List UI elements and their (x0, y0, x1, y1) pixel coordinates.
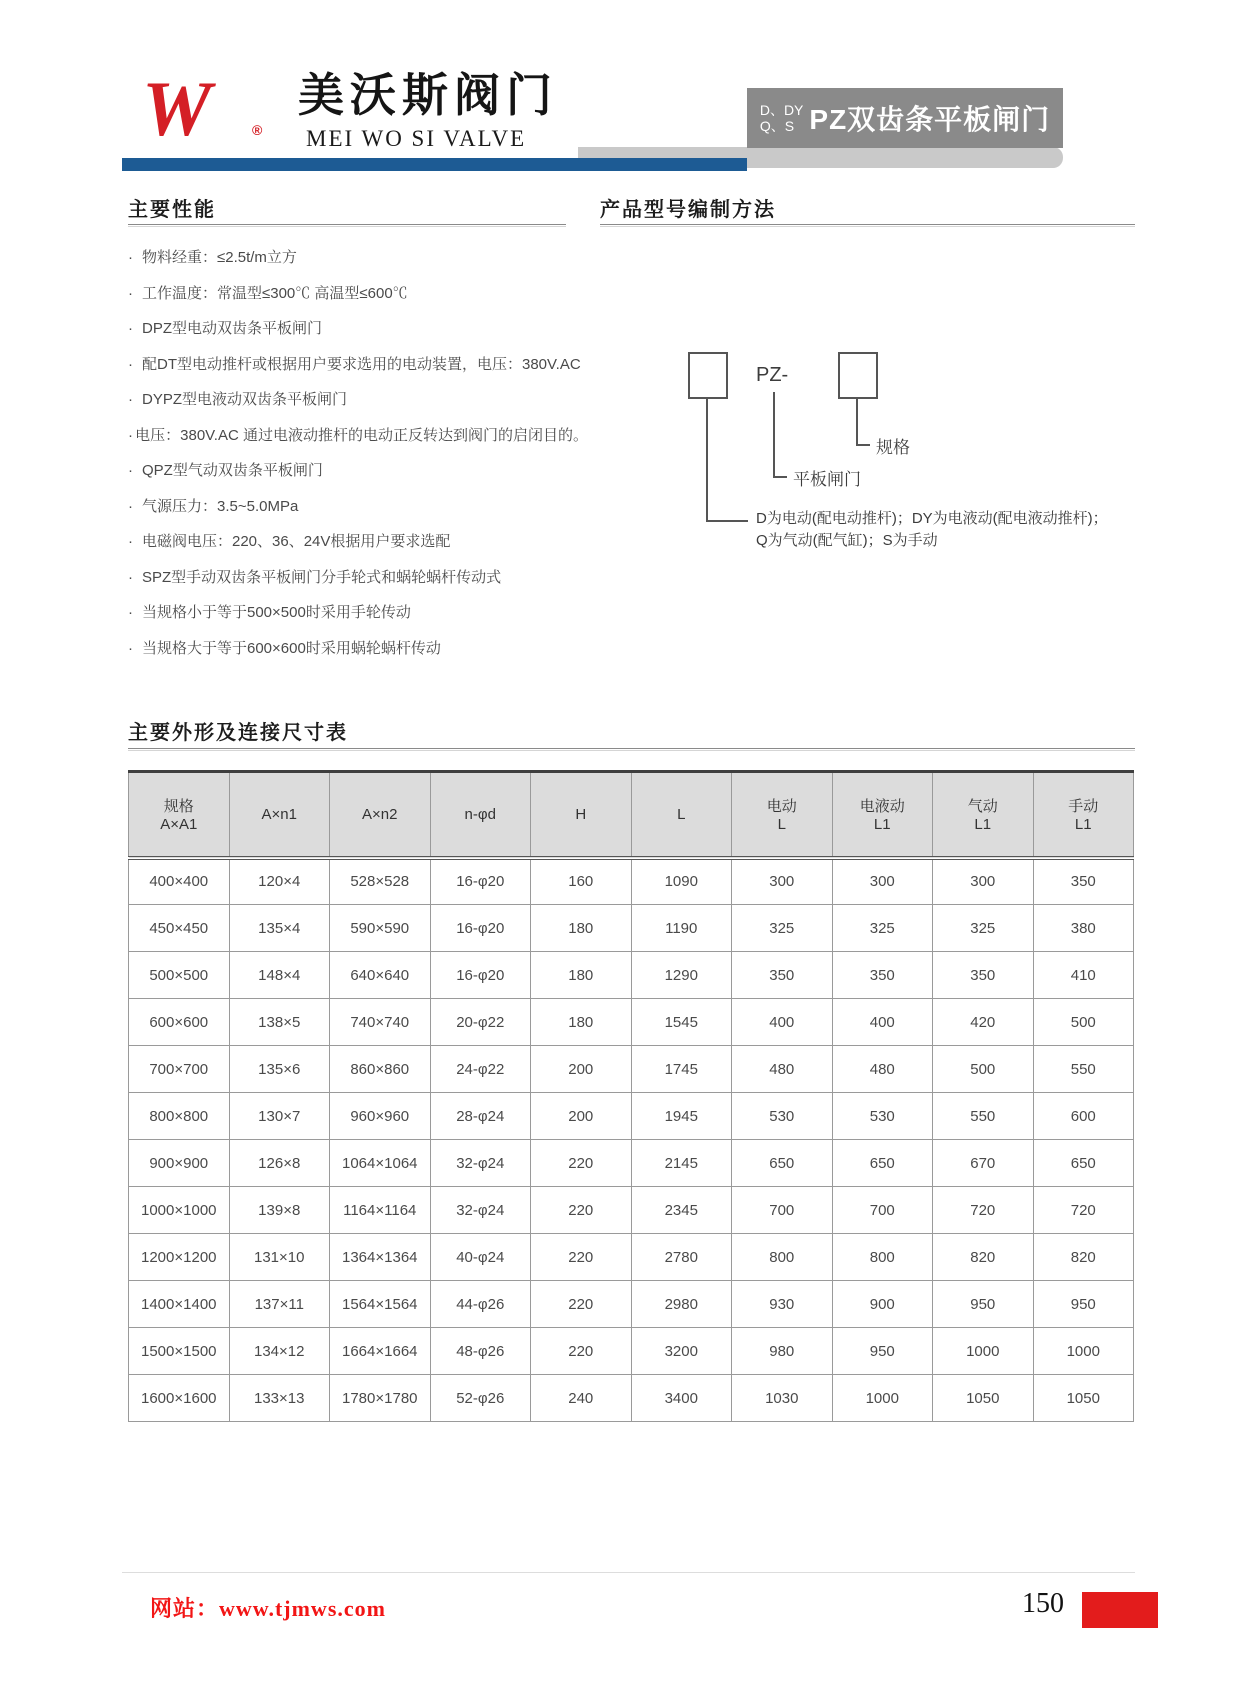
dimension-table-container (128, 770, 1134, 1422)
table-cell: 160 (531, 858, 632, 905)
table-cell: 32-φ24 (430, 1140, 531, 1187)
table-cell: 930 (732, 1281, 833, 1328)
table-cell: 530 (732, 1093, 833, 1140)
table-cell: 148×4 (229, 952, 330, 999)
table-cell: 650 (1033, 1140, 1134, 1187)
table-cell: 1190 (631, 905, 732, 952)
performance-item (128, 276, 588, 312)
table-body (129, 858, 1134, 1422)
table-cell: 220 (531, 1234, 632, 1281)
bullet-dot: · (128, 533, 133, 550)
table-cell: 650 (832, 1140, 933, 1187)
model-method-heading: 产品型号编制方法 (600, 199, 776, 221)
table-cell: 1200×1200 (129, 1234, 230, 1281)
table-cell: 1545 (631, 999, 732, 1046)
table-column-header: 电液动 L1 (832, 772, 933, 858)
table-cell: 980 (732, 1328, 833, 1375)
table-cell: 700 (832, 1187, 933, 1234)
table-cell: 135×6 (229, 1046, 330, 1093)
performance-item (128, 631, 588, 667)
table-cell: 550 (1033, 1046, 1134, 1093)
table-cell: 300 (732, 858, 833, 905)
performance-item (128, 453, 588, 489)
table-cell: 220 (531, 1281, 632, 1328)
table-cell: 134×12 (229, 1328, 330, 1375)
table-cell: 1364×1364 (330, 1234, 431, 1281)
performance-item-text: 工作温度：常温型≤300℃ 高温型≤600℃ (142, 284, 408, 302)
table-cell: 350 (1033, 858, 1134, 905)
table-cell: 1000 (832, 1375, 933, 1422)
table-cell: 400×400 (129, 858, 230, 905)
table-cell: 800 (832, 1234, 933, 1281)
table-row (129, 858, 1134, 905)
spec-leader-hline (856, 444, 870, 446)
bullet-dot: · (128, 568, 133, 586)
table-cell: 1000×1000 (129, 1187, 230, 1234)
table-cell: 325 (832, 905, 933, 952)
table-cell: 380 (1033, 905, 1134, 952)
table-cell: 48-φ26 (430, 1328, 531, 1375)
table-cell: 180 (531, 952, 632, 999)
page-number: 150 (1022, 1588, 1064, 1619)
performance-item (128, 595, 588, 631)
table-cell: 139×8 (229, 1187, 330, 1234)
company-name-chinese: 美沃斯阀门 (298, 70, 558, 121)
company-name-english: MEI WO SI VALVE (306, 126, 527, 151)
table-cell: 130×7 (229, 1093, 330, 1140)
performance-item-text: 配DT型电动推杆或根据用户要求选用的电动装置，电压：380V.AC (142, 355, 581, 373)
table-column-header: L (631, 772, 732, 858)
table-column-header: n-φd (430, 772, 531, 858)
table-cell: 3400 (631, 1375, 732, 1422)
table-head (129, 772, 1134, 858)
table-cell: 325 (732, 905, 833, 952)
table-cell: 1050 (933, 1375, 1034, 1422)
table-cell: 44-φ26 (430, 1281, 531, 1328)
table-cell: 1780×1780 (330, 1375, 431, 1422)
table-row (129, 1046, 1134, 1093)
performance-item (128, 560, 588, 596)
bullet-dot: · (128, 462, 133, 479)
performance-item (128, 382, 588, 418)
table-cell: 40-φ24 (430, 1234, 531, 1281)
table-row (129, 1234, 1134, 1281)
table-cell: 670 (933, 1140, 1034, 1187)
table-cell: 1400×1400 (129, 1281, 230, 1328)
table-cell: 1164×1164 (330, 1187, 431, 1234)
table-cell: 3200 (631, 1328, 732, 1375)
model-code-box-drive (688, 352, 728, 399)
table-cell: 180 (531, 999, 632, 1046)
table-cell: 1745 (631, 1046, 732, 1093)
table-cell: 32-φ24 (430, 1187, 531, 1234)
performance-item-text: 物料经重：≤2.5t/m立方 (142, 249, 297, 266)
table-cell: 126×8 (229, 1140, 330, 1187)
performance-item-text: DPZ型电动双齿条平板闸门 (142, 320, 323, 337)
performance-item-text: DYPZ型电液动双齿条平板闸门 (142, 391, 348, 408)
performance-item-text: 电压：380V.AC 通过电液动推杆的电动正反转达到阀门的启闭目的。 (135, 426, 588, 444)
model-method-heading-rule (600, 224, 1135, 227)
performance-item-text: 气源压力：3.5~5.0MPa (142, 497, 299, 515)
table-row (129, 1375, 1134, 1422)
gate-leader-vline (773, 392, 775, 478)
table-cell: 528×528 (330, 858, 431, 905)
drive-note-line2: Q为气动(配气缸)；S为手动 (756, 532, 938, 549)
table-cell: 720 (933, 1187, 1034, 1234)
performance-item-text: SPZ型手动双齿条平板闸门分手轮式和蜗轮蜗杆传动式 (142, 568, 502, 586)
table-cell: 350 (732, 952, 833, 999)
type-codes-line1: D、DY (759, 102, 804, 118)
table-row (129, 952, 1134, 999)
page-number-red-block (1082, 1592, 1158, 1628)
model-code-box-spec (838, 352, 878, 399)
table-cell: 2345 (631, 1187, 732, 1234)
gate-leader-hline (773, 476, 787, 478)
table-cell: 20-φ22 (430, 999, 531, 1046)
table-cell: 28-φ24 (430, 1093, 531, 1140)
table-cell: 2780 (631, 1234, 732, 1281)
table-cell: 820 (1033, 1234, 1134, 1281)
table-cell: 1000 (1033, 1328, 1134, 1375)
table-cell: 860×860 (330, 1046, 431, 1093)
table-column-header: A×n1 (229, 772, 330, 858)
bullet-dot: · (128, 497, 133, 515)
table-cell: 600×600 (129, 999, 230, 1046)
table-header-row (129, 772, 1134, 858)
table-cell: 480 (832, 1046, 933, 1093)
table-cell: 16-φ20 (430, 858, 531, 905)
table-cell: 800×800 (129, 1093, 230, 1140)
table-cell: 590×590 (330, 905, 431, 952)
bullet-dot: · (128, 426, 133, 444)
performance-heading: 主要性能 (128, 199, 216, 221)
performance-item-text: QPZ型气动双齿条平板闸门 (142, 462, 323, 479)
table-cell: 960×960 (330, 1093, 431, 1140)
performance-item (128, 347, 588, 383)
table-cell: 2145 (631, 1140, 732, 1187)
table-cell: 720 (1033, 1187, 1134, 1234)
footer-rule (122, 1572, 1135, 1573)
table-cell: 1600×1600 (129, 1375, 230, 1422)
table-cell: 480 (732, 1046, 833, 1093)
table-cell: 16-φ20 (430, 905, 531, 952)
table-cell: 550 (933, 1093, 1034, 1140)
table-cell: 1064×1064 (330, 1140, 431, 1187)
table-cell: 131×10 (229, 1234, 330, 1281)
table-cell: 16-φ20 (430, 952, 531, 999)
performance-item-text: 电磁阀电压：220、36、24V根据用户要求选配 (142, 533, 451, 550)
table-row (129, 1093, 1134, 1140)
performance-heading-rule (128, 224, 566, 227)
table-cell: 300 (933, 858, 1034, 905)
table-cell: 950 (832, 1328, 933, 1375)
table-cell: 410 (1033, 952, 1134, 999)
table-cell: 700 (732, 1187, 833, 1234)
table-cell: 740×740 (330, 999, 431, 1046)
table-cell: 180 (531, 905, 632, 952)
table-row (129, 905, 1134, 952)
table-cell: 900×900 (129, 1140, 230, 1187)
model-pz-label: PZ- (756, 364, 789, 386)
table-cell: 200 (531, 1093, 632, 1140)
bullet-dot: · (128, 604, 133, 621)
table-cell: 138×5 (229, 999, 330, 1046)
performance-item (128, 418, 588, 454)
table-cell: 700×700 (129, 1046, 230, 1093)
table-cell: 350 (933, 952, 1034, 999)
table-column-header: 气动 L1 (933, 772, 1034, 858)
bullet-dot: · (128, 284, 133, 302)
drive-note-line1: D为电动(配电动推杆)；DY为电液动(配电液动推杆)； (756, 510, 1108, 527)
table-cell: 1030 (732, 1375, 833, 1422)
table-cell: 52-φ26 (430, 1375, 531, 1422)
table-cell: 1664×1664 (330, 1328, 431, 1375)
performance-list (128, 240, 588, 666)
performance-item (128, 240, 588, 276)
table-row (129, 999, 1134, 1046)
table-cell: 2980 (631, 1281, 732, 1328)
table-cell: 640×640 (330, 952, 431, 999)
table-cell: 420 (933, 999, 1034, 1046)
table-column-header: H (531, 772, 632, 858)
company-logo-mark: W (142, 65, 206, 152)
header-blue-bar (122, 158, 747, 171)
table-cell: 220 (531, 1140, 632, 1187)
table-cell: 1050 (1033, 1375, 1134, 1422)
table-cell: 120×4 (229, 858, 330, 905)
table-column-header: 手动 L1 (1033, 772, 1134, 858)
table-row (129, 1281, 1134, 1328)
table-cell: 1000 (933, 1328, 1034, 1375)
table-cell: 137×11 (229, 1281, 330, 1328)
table-cell: 650 (732, 1140, 833, 1187)
table-row (129, 1187, 1134, 1234)
table-column-header: A×n2 (330, 772, 431, 858)
table-cell: 530 (832, 1093, 933, 1140)
table-cell: 1945 (631, 1093, 732, 1140)
registered-trademark-icon: ® (252, 122, 263, 138)
product-title: PZ双齿条平板闸门 (809, 104, 1051, 135)
table-cell: 300 (832, 858, 933, 905)
product-title-badge (747, 88, 1063, 148)
table-cell: 950 (933, 1281, 1034, 1328)
table-cell: 240 (531, 1375, 632, 1422)
performance-item-text: 当规格大于等于600×600时采用蜗轮蜗杆传动 (142, 639, 441, 657)
gate-label: 平板闸门 (793, 470, 861, 489)
table-cell: 400 (732, 999, 833, 1046)
table-cell: 220 (531, 1328, 632, 1375)
performance-item (128, 524, 588, 560)
table-cell: 1564×1564 (330, 1281, 431, 1328)
table-row (129, 1140, 1134, 1187)
table-cell: 350 (832, 952, 933, 999)
table-cell: 200 (531, 1046, 632, 1093)
bullet-dot: · (128, 249, 133, 266)
table-cell: 135×4 (229, 905, 330, 952)
dimension-table (128, 770, 1134, 1422)
bullet-dot: · (128, 639, 133, 657)
bullet-dot: · (128, 320, 133, 337)
table-cell: 133×13 (229, 1375, 330, 1422)
table-cell: 220 (531, 1187, 632, 1234)
bullet-dot: · (128, 391, 133, 408)
footer-website: 网站：www.tjmws.com (150, 1596, 386, 1621)
dimension-table-heading-rule (128, 748, 1135, 751)
spec-leader-vline (856, 399, 858, 446)
table-cell: 900 (832, 1281, 933, 1328)
drive-leader-hline (706, 520, 748, 522)
table-cell: 325 (933, 905, 1034, 952)
table-cell: 24-φ22 (430, 1046, 531, 1093)
type-codes-line2: Q、S (759, 118, 795, 134)
table-cell: 950 (1033, 1281, 1134, 1328)
table-cell: 450×450 (129, 905, 230, 952)
table-column-header: 电动 L (732, 772, 833, 858)
table-cell: 1500×1500 (129, 1328, 230, 1375)
performance-item (128, 489, 588, 525)
table-cell: 1090 (631, 858, 732, 905)
table-cell: 500×500 (129, 952, 230, 999)
bullet-dot: · (128, 355, 133, 373)
dimension-table-heading: 主要外形及连接尺寸表 (128, 722, 348, 744)
table-cell: 400 (832, 999, 933, 1046)
table-cell: 500 (933, 1046, 1034, 1093)
performance-item (128, 311, 588, 347)
table-column-header: 规格 A×A1 (129, 772, 230, 858)
product-type-codes (760, 102, 804, 134)
table-cell: 800 (732, 1234, 833, 1281)
table-cell: 600 (1033, 1093, 1134, 1140)
spec-label: 规格 (876, 438, 910, 457)
table-cell: 1290 (631, 952, 732, 999)
table-row (129, 1328, 1134, 1375)
performance-item-text: 当规格小于等于500×500时采用手轮传动 (142, 604, 411, 621)
drive-leader-vline (706, 399, 708, 522)
table-cell: 820 (933, 1234, 1034, 1281)
table-cell: 500 (1033, 999, 1134, 1046)
